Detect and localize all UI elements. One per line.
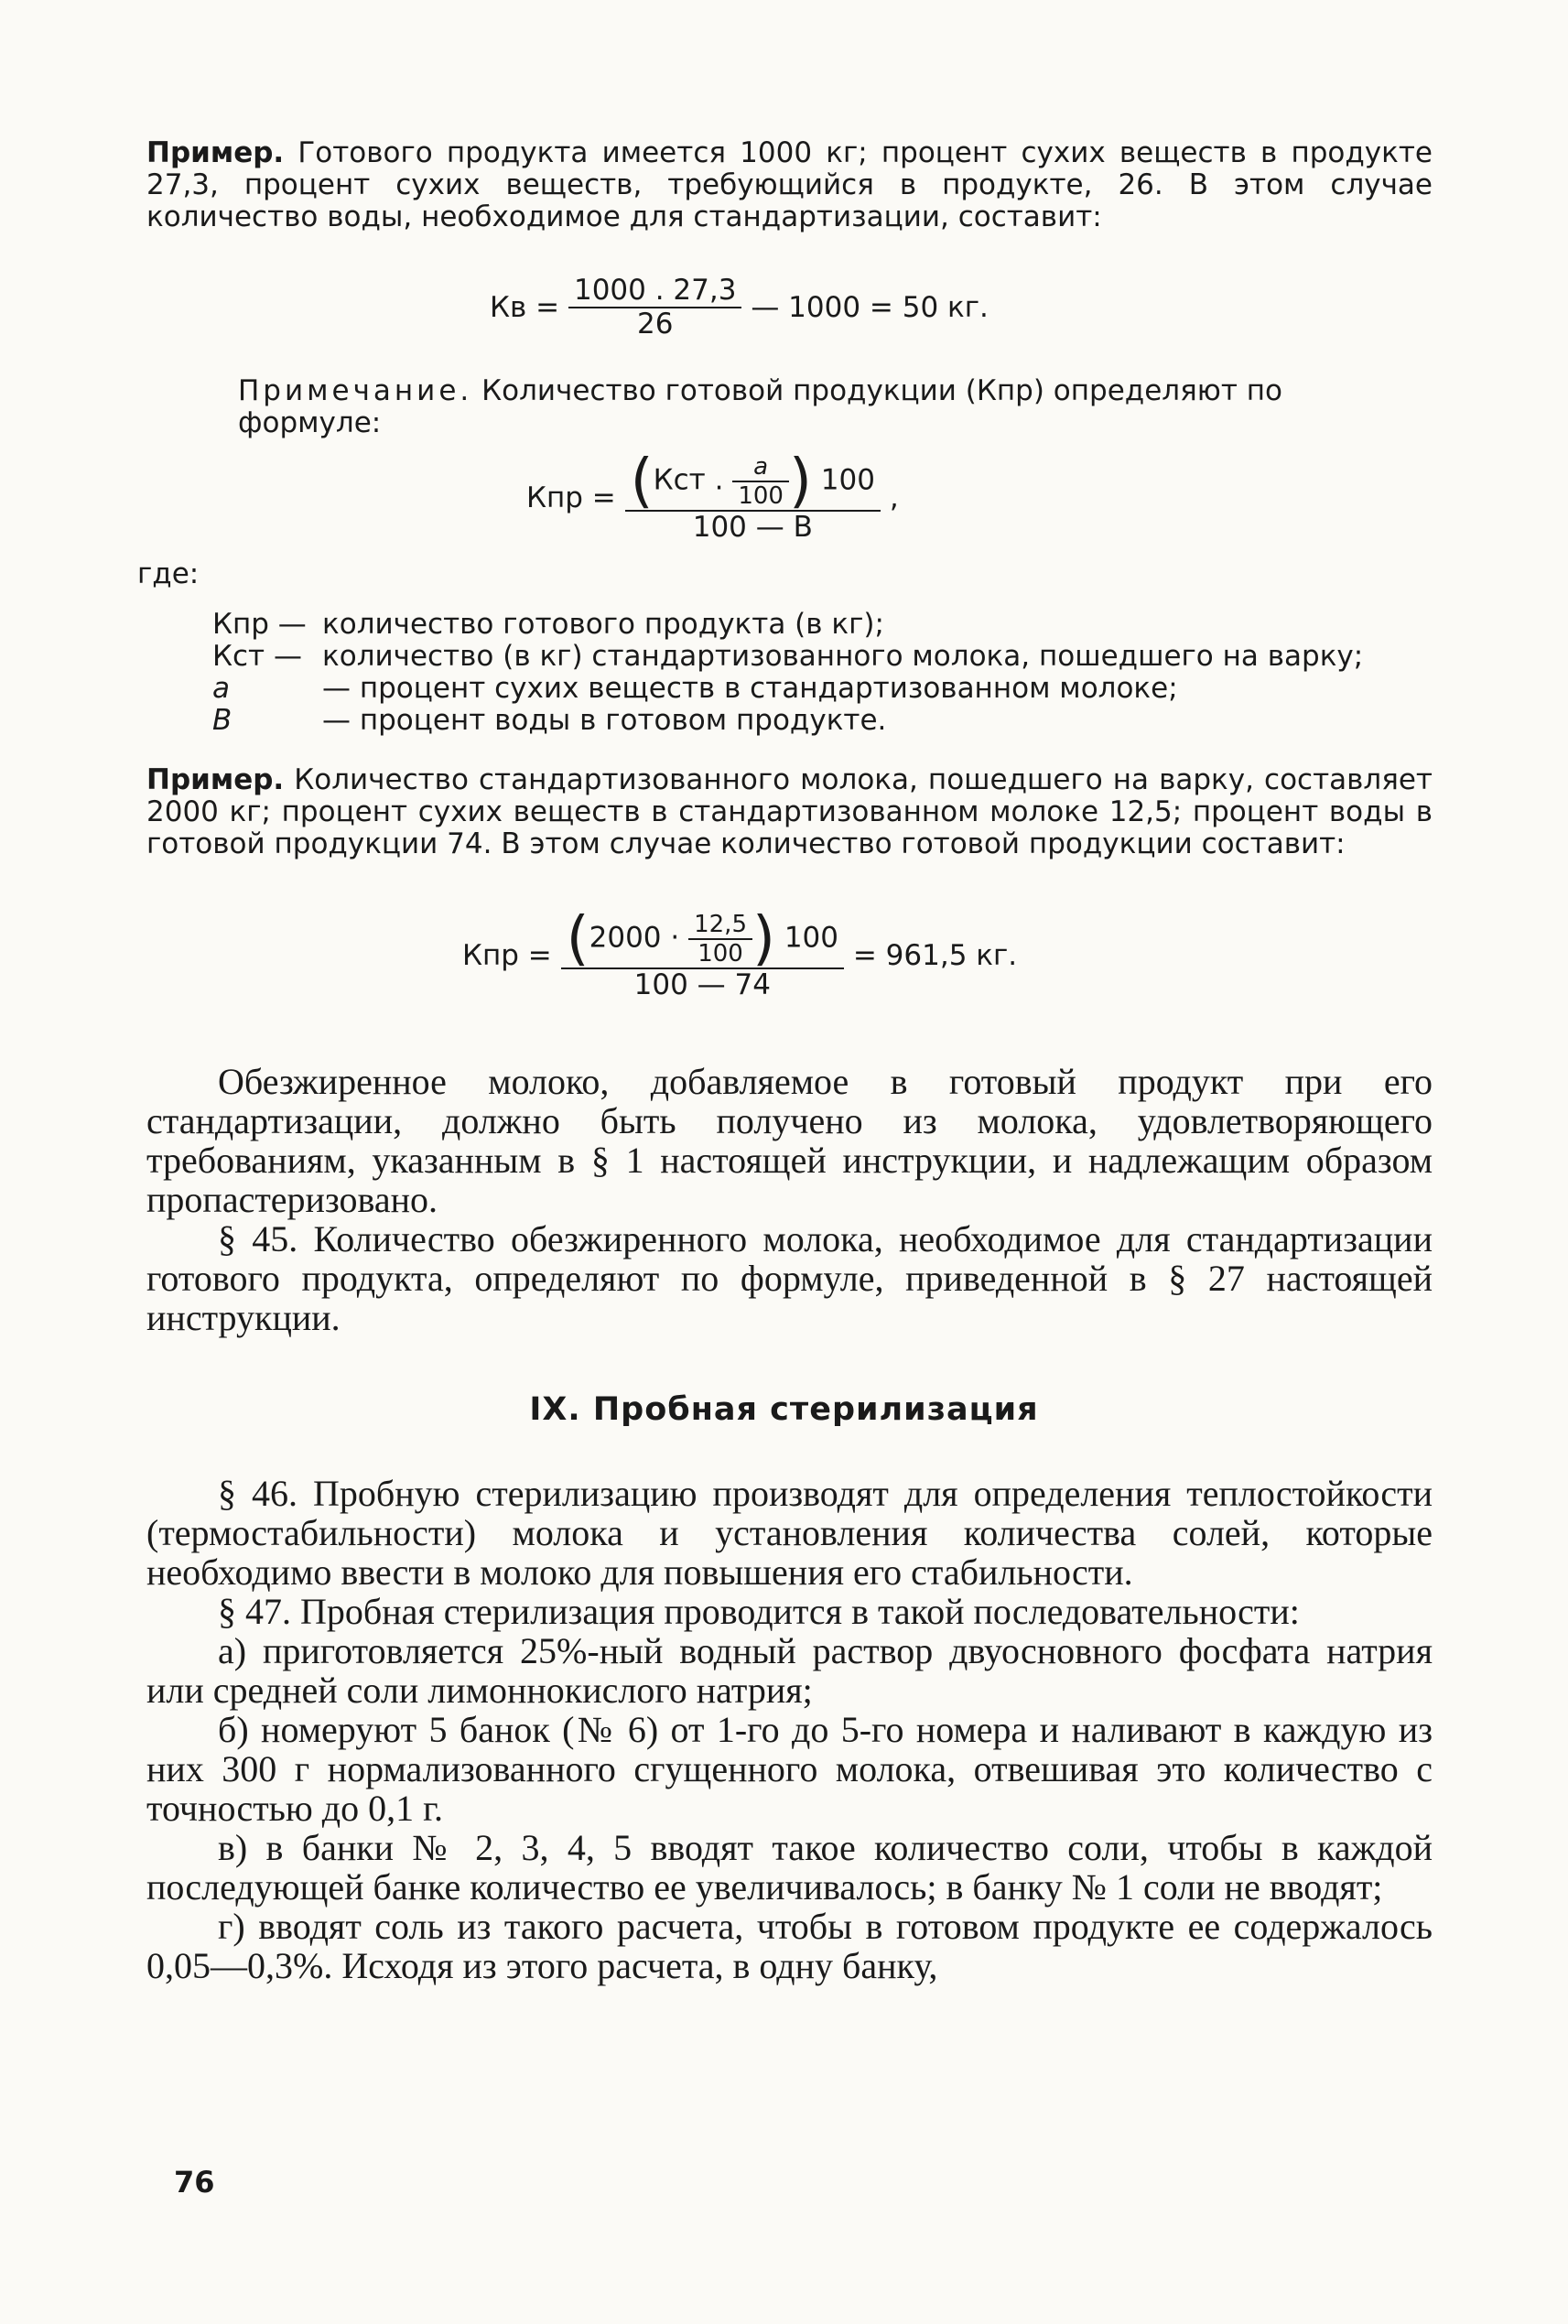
formula-inner: Кст . <box>653 463 724 497</box>
formula-inner-denominator: 100 <box>688 938 752 967</box>
formula-denominator: 26 <box>568 307 741 340</box>
definition-row: a — процент сухих веществ в стандартизованном молоке; <box>212 672 1178 705</box>
list-item-b: б) номеруют 5 банок (№ 6) от 1-го до 5-го номера и наливают в каждую из них 300 г нормализованного сгущенного молока, отвешивая это количество с точностью до 0,1 г. <box>146 1709 1433 1829</box>
formula-fraction <box>568 275 741 340</box>
formula-inner-denominator: 100 <box>732 481 789 510</box>
example-2 <box>146 764 1433 860</box>
formula-inner-numerator: 12,5 <box>694 911 747 938</box>
formula-kv <box>490 275 989 340</box>
list-item-c: в) в банки № 2, 3, 4, 5 вводят такое количество соли, чтобы в каждой последующей банке количество ее увеличивалось; в банку № 1 соли не вводят; <box>146 1827 1433 1908</box>
formula-denominator: 100 — 74 <box>561 967 844 1001</box>
formula-multiplier: 100 <box>820 463 875 497</box>
formula-numerator: (2000 · $\frac{12,5}{100}$ ) 100 <box>566 905 838 973</box>
example-label: Пример. <box>146 136 285 169</box>
formula-fraction <box>561 905 844 1001</box>
formula-numerator: (Кст . $\frac{a}{100}$ ) 100 <box>630 448 875 515</box>
list-item-a: а) приготовляется 25%-ный водный раствор двуосновного фосфата натрия или средней соли лимоннокислого натрия; <box>146 1630 1433 1711</box>
example-text: Готового продукта имеется 1000 кг; процент сухих веществ в продукте 27,3, процент сухих веществ, требующийся в продукте, 26. В этом случае количество воды, необходимое для стандартизации, составит: <box>146 136 1433 233</box>
note <box>238 375 1433 439</box>
example-text: Количество стандартизованного молока, пошедшего на варку, составляет 2000 кг; процент сухих веществ в стандартизованном молоке 12,5; процент воды в готовой продукции 74. В этом случае количество готовой продукции составит: <box>146 763 1433 860</box>
formula-inner: 2000 · <box>589 921 680 955</box>
definitions <box>212 609 1439 737</box>
page-number: 76 <box>174 2165 215 2200</box>
paragraph-47: § 47. Пробная стерилизация проводится в такой последовательности: <box>218 1591 1300 1632</box>
formula-multiplier: 100 <box>784 921 838 955</box>
formula-rhs: , <box>889 481 899 514</box>
definition-row: Кст — количество (в кг) стандартизованного молока, пошедшего на варку; <box>212 640 1364 673</box>
paragraph: Обезжиренное молоко, добавляемое в готовый продукт при его стандартизации, должно быть получено из молока, удовлетворяющего требованиям, указанным в § 1 настоящей инструкции, и надлежащим образом пропастеризовано. <box>146 1061 1433 1220</box>
note-label: Примечание. <box>238 374 473 407</box>
formula-lhs: Кв = <box>490 290 560 324</box>
formula-inner-fraction <box>732 453 789 510</box>
body-lower <box>146 1474 1433 1985</box>
formula-numerator: 1000 . 27,3 <box>573 274 737 307</box>
list-item-d: г) вводят соль из такого расчета, чтобы в готовом продукте ее содержалось 0,05—0,3%. Исходя из этого расчета, в одну банку, <box>146 1906 1433 1986</box>
formula-rhs: — 1000 = 50 кг. <box>751 290 989 324</box>
note-text: Количество готовой продукции (Кпр) определяют по формуле: <box>238 374 1282 439</box>
formula-kpr-example <box>462 905 1018 1001</box>
example-1 <box>146 137 1433 233</box>
formula-inner-numerator: a <box>753 453 769 481</box>
formula-inner-fraction <box>688 911 752 967</box>
body-upper <box>146 1062 1433 1337</box>
definition-row: B — процент воды в готовом продукте. <box>212 704 887 737</box>
example-label: Пример. <box>146 763 285 796</box>
definition-row: Кпр — количество готового продукта (в кг); <box>212 608 884 641</box>
formula-kpr <box>526 448 899 544</box>
section-heading: IX. Пробная стерилизация <box>529 1391 1039 1428</box>
paragraph-46: § 46. Пробную стерилизацию производят для определения теплостойкости (термостабильности) молока и установления количества солей, которые необходимо ввести в молоко для повышения его стабильности. <box>146 1473 1433 1593</box>
formula-lhs: Кпр = <box>526 481 616 514</box>
formula-lhs: Кпр = <box>462 939 552 972</box>
paragraph-45: § 45. Количество обезжиренного молока, необходимое для стандартизации готового продукта, определяют по формуле, приведенной в § 27 настоящей инструкции. <box>146 1218 1433 1338</box>
formula-rhs: = 961,5 кг. <box>852 939 1018 972</box>
formula-fraction <box>625 448 881 544</box>
formula-denominator: 100 — B <box>625 510 881 544</box>
where-label: где: <box>137 557 200 590</box>
